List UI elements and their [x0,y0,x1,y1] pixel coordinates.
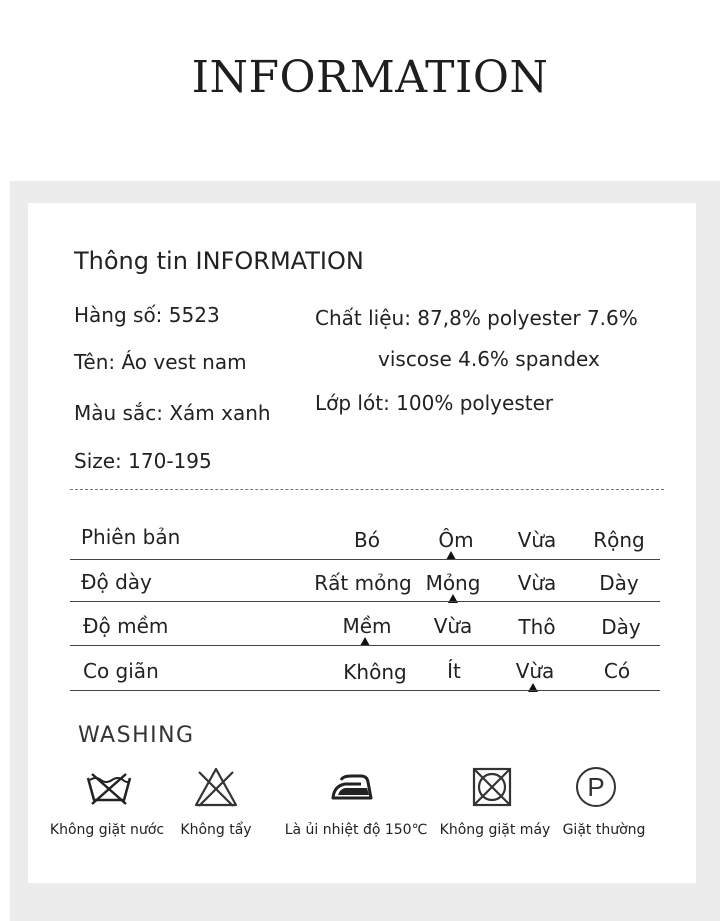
product-color: Màu sắc: Xám xanh [74,401,271,425]
svg-text:P: P [587,772,605,802]
attribute-option-selected: Ôm [438,528,474,552]
wash-label: Không giặt máy [439,822,551,838]
attribute-option: Vừa [517,571,557,595]
attribute-option: Không [343,660,407,684]
material-line-1: Chất liệu: 87,8% polyester 7.6% [315,306,638,330]
attribute-option: Dày [601,615,641,639]
attribute-option: Vừa [433,614,473,638]
section-title: Thông tin INFORMATION [74,247,364,275]
wash-label: Giặt thường [562,822,646,838]
attribute-option: Dày [599,571,639,595]
attribute-option-selected: Mỏng [425,571,481,595]
wash-label: Không giặt nước [49,822,165,838]
attribute-label-thickness: Độ dày [81,570,152,594]
attribute-option: Bó [354,528,380,552]
attribute-option-selected: Vừa [515,659,555,683]
attribute-option: Vừa [517,528,557,552]
table-row-divider [70,690,660,691]
page-title: INFORMATION [191,52,549,103]
professional-clean-icon [574,765,618,809]
attribute-option: Rộng [593,528,645,552]
wash-label: Không tẩy [180,822,252,838]
no-bleach-icon [193,766,239,808]
item-number: Hàng số: 5523 [74,303,220,327]
wash-label: Là ủi nhiệt độ 150℃ [284,822,428,838]
attribute-label-stretch: Co giãn [83,659,159,683]
table-row-divider [70,559,660,560]
info-divider [70,489,664,490]
attribute-option-selected: Mềm [342,614,392,638]
washing-title: WASHING [78,723,195,748]
attribute-option: Ít [447,659,461,683]
iron-icon [331,774,373,800]
attribute-option: Rất mỏng [314,571,412,595]
lining: Lớp lót: 100% polyester [315,391,554,415]
material-line-2: viscose 4.6% spandex [378,347,600,371]
product-size: Size: 170-195 [74,449,212,473]
attribute-option: Có [603,659,631,683]
table-row-divider [70,601,660,602]
product-name: Tên: Áo vest nam [74,350,247,374]
attribute-label-version: Phiên bản [81,525,181,549]
attribute-option: Thô [518,615,556,639]
table-row-divider [70,645,660,646]
attribute-label-softness: Độ mềm [83,614,169,638]
no-wash-icon [84,770,134,806]
no-tumble-dry-icon [472,767,512,807]
